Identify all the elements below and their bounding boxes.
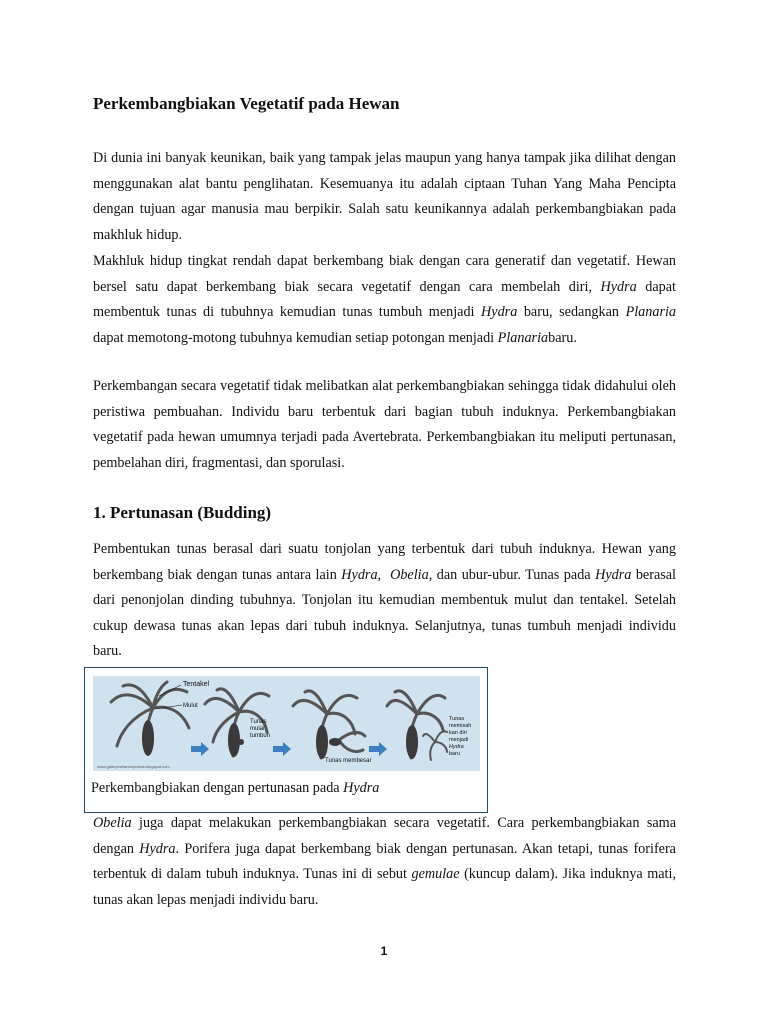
label-mulut: Mulut bbox=[183, 703, 198, 709]
page-number: 1 bbox=[380, 944, 388, 958]
label-tunas-memisah-1: Tunas bbox=[449, 716, 465, 722]
label-tunas-mulai-2: mulai bbox=[250, 726, 265, 732]
hydra-budding-figure bbox=[84, 667, 488, 813]
intro-paragraph-1: Di dunia ini banyak keunikan, baik yang tampak jelas maupun yang hanya tampak jika dilihat dengan menggunakan alat bantu penglihatan. Kesemuanya itu adalah ciptaan Tuhan Yang Maha Pencipta dengan tujuan agar manusia mau berpikir. Salah satu keunikannya adalah perkembangbiakan pada makhluk hidup. bbox=[93, 150, 676, 243]
figure-caption: Perkembangbiakan dengan pertunasan pada Hydra bbox=[91, 780, 380, 796]
hydra-diagram bbox=[93, 676, 480, 771]
intro-paragraph-2: Makhluk hidup tingkat rendah dapat berkembang biak dengan cara generatif dan vegetatif. Hewan bersel satu dapat berkembang biak secara vegetatif dengan cara membelah diri, Hydra dapat membentuk tunas di tubuhnya kemudian tunas tumbuh menjadi Hydra baru, sedangkan Planaria dapat memotong-motong tubuhnya kemudian setiap potongan menjadi Planariabaru. bbox=[93, 253, 677, 346]
hydra-body-3 bbox=[316, 725, 328, 759]
label-tunas-mulai-3: tumbuh bbox=[250, 733, 271, 739]
obelia-paragraph: Obelia juga dapat melakukan perkembangbiakan secara vegetatif. Cara perkembangbiakan sama dengan Hydra. Porifera juga dapat berkembang biak dengan pertunasan. Akan tetapi, tunas forifera terbentuk di dalam tubuh induknya. Tunas ini di sebut gemulae (kuncup dalam). Jika induknya mati, tunas akan lepas menjadi individu baru. bbox=[93, 815, 676, 908]
hydra-body-1 bbox=[142, 720, 154, 756]
label-tunas-memisah-2: memisah bbox=[449, 723, 472, 729]
label-tentakel: Tentakel bbox=[183, 681, 210, 688]
bud-small bbox=[238, 739, 244, 745]
watermark-text: www.galerymetamorphosis.blogspot.com bbox=[97, 764, 170, 769]
label-tunas-memisah-5: Hydra bbox=[449, 744, 464, 750]
label-tunas-memisah-6: baru bbox=[449, 751, 461, 757]
label-tunas-mulai-1: Tunas bbox=[250, 719, 267, 725]
document-title: Perkembangbiakan Vegetatif pada Hewan bbox=[93, 94, 400, 113]
budding-paragraph: Pembentukan tunas berasal dari suatu tonjolan yang terbentuk dari tubuh induknya. Hewan yang berkembang biak dengan tunas antara lain Hydra, Obelia, dan ubur-ubur. Tunas pada Hydra berasal dari penonjolan dinding tubuhnya. Tonjolan itu kemudian membentuk mulut dan tentakel. Setelah cukup dewasa tunas akan lepas dari tubuh induknya. Selanjutnya, tunas tumbuh menjadi individu baru. bbox=[93, 541, 676, 660]
label-tunas-memisah-3: kan diri bbox=[449, 730, 467, 736]
hydra-body-4 bbox=[406, 725, 418, 759]
hydra-body-2 bbox=[228, 723, 240, 757]
intro-paragraph-3: Perkembangan secara vegetatif tidak melibatkan alat perkembangbiakan sehingga tidak didahului oleh peristiwa pembuahan. Individu baru terbentuk dari bagian tubuh induknya. Perkembangbiakan vegetatif pada hewan umumnya terjadi pada Avertebrata. Perkembangbiakan itu meliputi pertunasan, pembelahan diri, fragmentasi, dan sporulasi. bbox=[93, 378, 676, 471]
label-tunas-membesar: Tunas membesar bbox=[325, 758, 372, 764]
label-tunas-memisah-4: menjadi bbox=[449, 737, 469, 743]
bud-large bbox=[329, 738, 341, 746]
section-heading-budding: 1. Pertunasan (Budding) bbox=[93, 503, 272, 522]
hydra-budding-illustration bbox=[93, 676, 480, 771]
